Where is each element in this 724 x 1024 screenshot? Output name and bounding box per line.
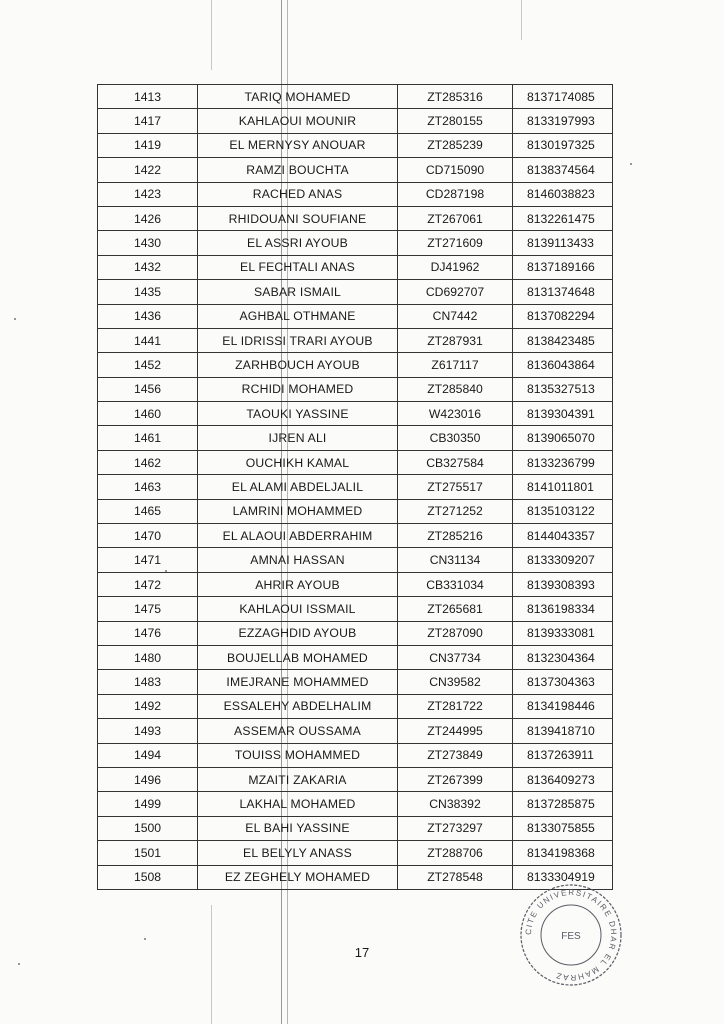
scan-speck [14, 318, 16, 320]
student-name: IJREN ALI [198, 426, 398, 450]
id-card-number: ZT285216 [398, 524, 513, 548]
student-name: LAKHAL MOHAMED [198, 792, 398, 816]
id-card-number: ZT278548 [398, 865, 513, 889]
student-code: 8133304919 [513, 865, 613, 889]
id-card-number: ZT281722 [398, 694, 513, 718]
table-row [98, 328, 613, 352]
student-code: 8144043357 [513, 524, 613, 548]
table-row [98, 645, 613, 669]
row-number: 1476 [98, 621, 198, 645]
student-name: AMNAI HASSAN [198, 548, 398, 572]
page-number: 17 [354, 945, 370, 960]
student-code: 8136043864 [513, 353, 613, 377]
table-row [98, 109, 613, 133]
row-number: 1508 [98, 865, 198, 889]
row-number: 1413 [98, 85, 198, 109]
id-card-number: DJ41962 [398, 255, 513, 279]
table-row [98, 524, 613, 548]
table-row [98, 597, 613, 621]
row-number: 1435 [98, 280, 198, 304]
id-card-number: CN31134 [398, 548, 513, 572]
row-number: 1422 [98, 158, 198, 182]
student-name: EL ALAMI ABDELJALIL [198, 475, 398, 499]
student-name: IMEJRANE MOHAMMED [198, 670, 398, 694]
table-row [98, 767, 613, 791]
student-code: 8130197325 [513, 133, 613, 157]
row-number: 1426 [98, 206, 198, 230]
student-code: 8137285875 [513, 792, 613, 816]
student-name: EZZAGHDID AYOUB [198, 621, 398, 645]
id-card-number: ZT285239 [398, 133, 513, 157]
student-name: RCHIDI MOHAMED [198, 377, 398, 401]
row-number: 1470 [98, 524, 198, 548]
student-code: 8141011801 [513, 475, 613, 499]
student-code: 8137174085 [513, 85, 613, 109]
student-code: 8134198446 [513, 694, 613, 718]
student-code: 8133197993 [513, 109, 613, 133]
scan-artifact-line [521, 0, 522, 40]
table-row [98, 548, 613, 572]
table-row [98, 255, 613, 279]
id-card-number: ZT287931 [398, 328, 513, 352]
id-card-number: ZT280155 [398, 109, 513, 133]
student-code: 8136409273 [513, 767, 613, 791]
student-name: RAMZI BOUCHTA [198, 158, 398, 182]
student-name: TAOUKI YASSINE [198, 402, 398, 426]
row-number: 1499 [98, 792, 198, 816]
table-row [98, 572, 613, 596]
id-card-number: CD692707 [398, 280, 513, 304]
student-name: SABAR ISMAIL [198, 280, 398, 304]
student-code: 8139113433 [513, 231, 613, 255]
table-row [98, 304, 613, 328]
id-card-number: ZT267399 [398, 767, 513, 791]
student-name: TOUISS MOHAMMED [198, 743, 398, 767]
student-code: 8139333081 [513, 621, 613, 645]
table-row [98, 841, 613, 865]
table-row [98, 182, 613, 206]
table-row [98, 133, 613, 157]
row-number: 1465 [98, 499, 198, 523]
table-row [98, 206, 613, 230]
student-name: AGHBAL OTHMANE [198, 304, 398, 328]
row-number: 1492 [98, 694, 198, 718]
row-number: 1471 [98, 548, 198, 572]
student-code: 8137082294 [513, 304, 613, 328]
student-name: EL FECHTALI ANAS [198, 255, 398, 279]
student-code: 8138374564 [513, 158, 613, 182]
scan-artifact-line [211, 905, 212, 1024]
table-row [98, 719, 613, 743]
scan-speck [144, 938, 146, 940]
row-number: 1496 [98, 767, 198, 791]
row-number: 1461 [98, 426, 198, 450]
table-row [98, 743, 613, 767]
student-code: 8135103122 [513, 499, 613, 523]
id-card-number: CN37734 [398, 645, 513, 669]
row-number: 1452 [98, 353, 198, 377]
student-code: 8132261475 [513, 206, 613, 230]
row-number: 1480 [98, 645, 198, 669]
table-row [98, 694, 613, 718]
student-code: 8138423485 [513, 328, 613, 352]
id-card-number: CB30350 [398, 426, 513, 450]
table-row [98, 231, 613, 255]
scan-speck [18, 963, 20, 965]
row-number: 1493 [98, 719, 198, 743]
student-name: ESSALEHY ABDELHALIM [198, 694, 398, 718]
table-row [98, 85, 613, 109]
student-name: LAMRINI MOHAMMED [198, 499, 398, 523]
student-name: OUCHIKH KAMAL [198, 450, 398, 474]
scan-artifact-line [211, 0, 212, 70]
student-name: KAHLAOUI MOUNIR [198, 109, 398, 133]
student-name: TARIQ MOHAMED [198, 85, 398, 109]
table-row [98, 475, 613, 499]
id-card-number: ZT273297 [398, 816, 513, 840]
stamp-center-text: FES [561, 931, 581, 942]
student-name: EL ASSRI AYOUB [198, 231, 398, 255]
id-card-number: CD287198 [398, 182, 513, 206]
student-name: EL BELYLY ANASS [198, 841, 398, 865]
table-row [98, 792, 613, 816]
table-row [98, 402, 613, 426]
student-code: 8133236799 [513, 450, 613, 474]
table-row [98, 280, 613, 304]
student-name: EL MERNYSY ANOUAR [198, 133, 398, 157]
official-stamp [516, 880, 626, 990]
row-number: 1417 [98, 109, 198, 133]
scan-speck [630, 163, 632, 165]
student-name: RHIDOUANI SOUFIANE [198, 206, 398, 230]
id-card-number: ZT271252 [398, 499, 513, 523]
row-number: 1430 [98, 231, 198, 255]
table-row [98, 816, 613, 840]
student-name: AHRIR AYOUB [198, 572, 398, 596]
student-code: 8139418710 [513, 719, 613, 743]
row-number: 1436 [98, 304, 198, 328]
table-row [98, 450, 613, 474]
row-number: 1432 [98, 255, 198, 279]
table-row [98, 158, 613, 182]
id-card-number: CN39582 [398, 670, 513, 694]
id-card-number: ZT285840 [398, 377, 513, 401]
id-card-number: ZT267061 [398, 206, 513, 230]
row-number: 1460 [98, 402, 198, 426]
student-name: BOUJELLAB MOHAMED [198, 645, 398, 669]
id-card-number: ZT265681 [398, 597, 513, 621]
student-code: 8137304363 [513, 670, 613, 694]
id-card-number: CN38392 [398, 792, 513, 816]
row-number: 1462 [98, 450, 198, 474]
table-row [98, 426, 613, 450]
student-name: EZ ZEGHELY MOHAMED [198, 865, 398, 889]
student-code: 8131374648 [513, 280, 613, 304]
row-number: 1475 [98, 597, 198, 621]
student-name: EL BAHI YASSINE [198, 816, 398, 840]
table-row [98, 621, 613, 645]
student-name: ZARHBOUCH AYOUB [198, 353, 398, 377]
id-card-number: CB327584 [398, 450, 513, 474]
student-code: 8135327513 [513, 377, 613, 401]
id-card-number: ZT244995 [398, 719, 513, 743]
id-card-number: W423016 [398, 402, 513, 426]
row-number: 1472 [98, 572, 198, 596]
student-code: 8133309207 [513, 548, 613, 572]
student-code: 8134198368 [513, 841, 613, 865]
table-row [98, 670, 613, 694]
row-number: 1494 [98, 743, 198, 767]
id-card-number: ZT275517 [398, 475, 513, 499]
id-card-number: CD715090 [398, 158, 513, 182]
row-number: 1423 [98, 182, 198, 206]
row-number: 1441 [98, 328, 198, 352]
student-name: RACHED ANAS [198, 182, 398, 206]
id-card-number: CN7442 [398, 304, 513, 328]
table-row [98, 353, 613, 377]
table-row [98, 499, 613, 523]
table-body [98, 85, 613, 890]
id-card-number: Z617117 [398, 353, 513, 377]
student-code: 8132304364 [513, 645, 613, 669]
student-code: 8137189166 [513, 255, 613, 279]
id-card-number: CB331034 [398, 572, 513, 596]
student-name: MZAITI ZAKARIA [198, 767, 398, 791]
id-card-number: ZT287090 [398, 621, 513, 645]
student-name: KAHLAOUI ISSMAIL [198, 597, 398, 621]
student-list-table [97, 84, 613, 890]
id-card-number: ZT271609 [398, 231, 513, 255]
table-row [98, 377, 613, 401]
student-code: 8139308393 [513, 572, 613, 596]
student-code: 8133075855 [513, 816, 613, 840]
row-number: 1501 [98, 841, 198, 865]
id-card-number: ZT285316 [398, 85, 513, 109]
row-number: 1500 [98, 816, 198, 840]
id-card-number: ZT273849 [398, 743, 513, 767]
student-code: 8139304391 [513, 402, 613, 426]
row-number: 1419 [98, 133, 198, 157]
row-number: 1463 [98, 475, 198, 499]
student-name: ASSEMAR OUSSAMA [198, 719, 398, 743]
student-code: 8139065070 [513, 426, 613, 450]
student-name: EL IDRISSI TRARI AYOUB [198, 328, 398, 352]
student-code: 8146038823 [513, 182, 613, 206]
row-number: 1483 [98, 670, 198, 694]
student-code: 8136198334 [513, 597, 613, 621]
student-name: EL ALAOUI ABDERRAHIM [198, 524, 398, 548]
id-card-number: ZT288706 [398, 841, 513, 865]
row-number: 1456 [98, 377, 198, 401]
student-code: 8137263911 [513, 743, 613, 767]
stamp-ring-text: CITE UNIVERSITAIRE DHAR EL MAHRAZ [523, 887, 619, 983]
